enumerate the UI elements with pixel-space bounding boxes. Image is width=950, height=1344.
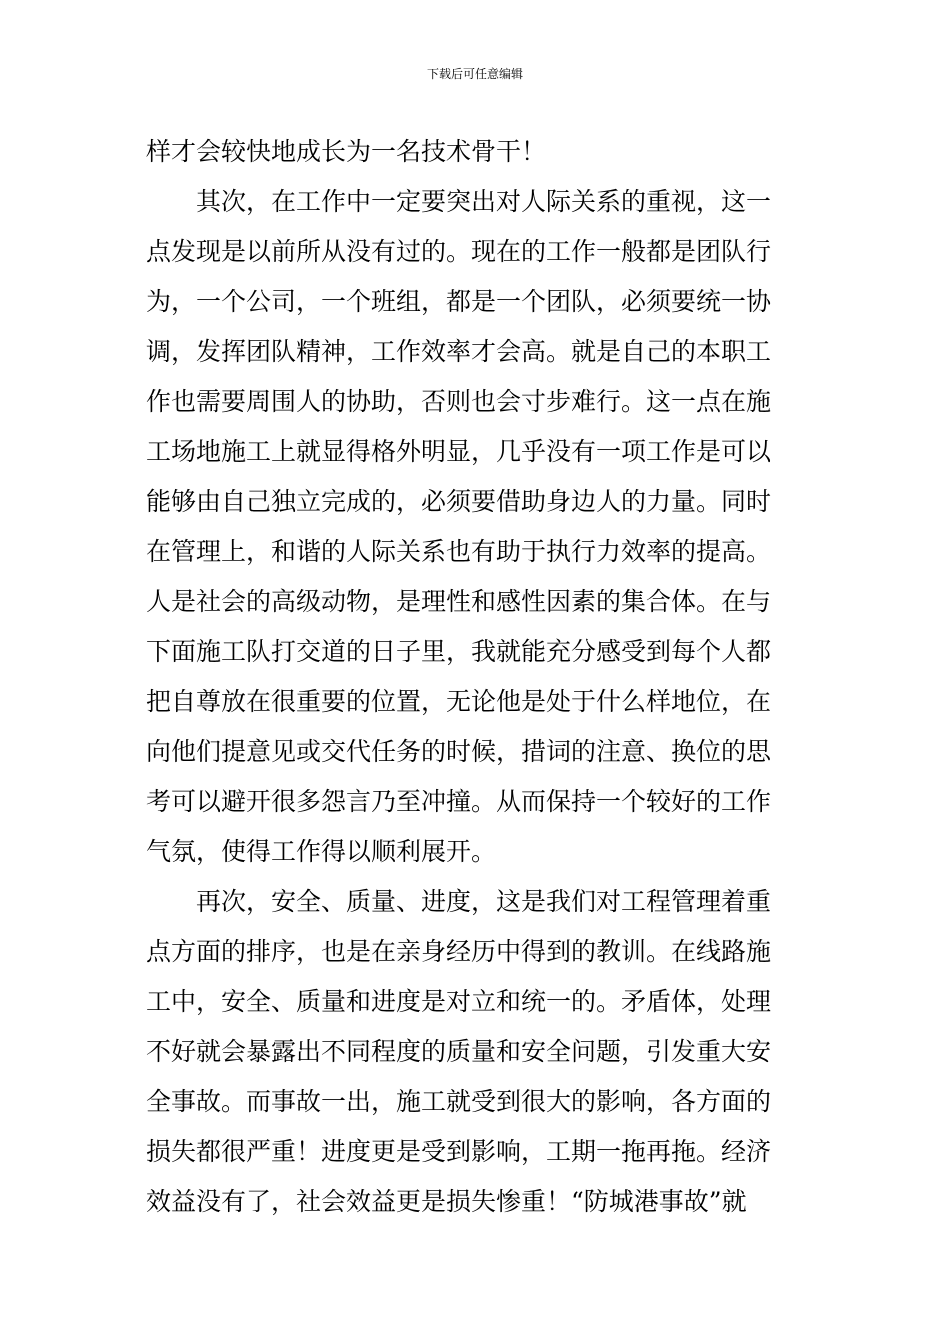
text-line: 下面施工队打交道的日子里，我就能充分感受到每个人都: [146, 637, 772, 666]
header-note: 下载后可任意编辑: [426, 67, 523, 81]
text-line: 样才会较快地成长为一名技术骨干！: [146, 137, 547, 166]
text-line: 把自尊放在很重要的位置，无论他是处于什么样地位，在: [146, 687, 772, 716]
text-line: 效益没有了，社会效益更是损失惨重！“防城港事故”就: [146, 1187, 747, 1216]
text-line: 在管理上，和谐的人际关系也有助于执行力效率的提高。: [146, 537, 772, 566]
text-line: 人是社会的高级动物，是理性和感性因素的集合体。在与: [146, 587, 772, 616]
text-line: 工场地施工上就显得格外明显，几乎没有一项工作是可以: [146, 437, 772, 466]
text-line: 气氛，使得工作得以顺利展开。: [146, 837, 497, 866]
text-line: 考可以避开很多怨言乃至冲撞。从而保持一个较好的工作: [146, 787, 772, 816]
document-body: [146, 127, 806, 1227]
text-line: 能够由自己独立完成的，必须要借助身边人的力量。同时: [146, 487, 772, 516]
text-line: 调，发挥团队精神，工作效率才会高。就是自己的本职工: [146, 337, 772, 366]
text-line: 为，一个公司，一个班组，都是一个团队，必须要统一协: [146, 287, 772, 316]
text-line: 不好就会暴露出不同程度的质量和安全问题，引发重大安: [146, 1037, 772, 1066]
text-line: 工中，安全、质量和进度是对立和统一的。矛盾体，处理: [146, 987, 772, 1016]
text-line: 其次，在工作中一定要突出对人际关系的重视，这一: [146, 187, 772, 216]
text-line: 点发现是以前所从没有过的。现在的工作一般都是团队行: [146, 237, 772, 266]
text-line: 作也需要周围人的协助，否则也会寸步难行。这一点在施: [146, 387, 772, 416]
text-line: 点方面的排序，也是在亲身经历中得到的教训。在线路施: [146, 937, 772, 966]
text-line: 全事故。而事故一出，施工就受到很大的影响，各方面的: [146, 1087, 772, 1116]
text-line: 再次，安全、质量、进度，这是我们对工程管理着重: [146, 887, 772, 916]
text-line: 损失都很严重！进度更是受到影响，工期一拖再拖。经济: [146, 1137, 772, 1166]
text-line: 向他们提意见或交代任务的时候，措词的注意、换位的思: [146, 737, 772, 766]
